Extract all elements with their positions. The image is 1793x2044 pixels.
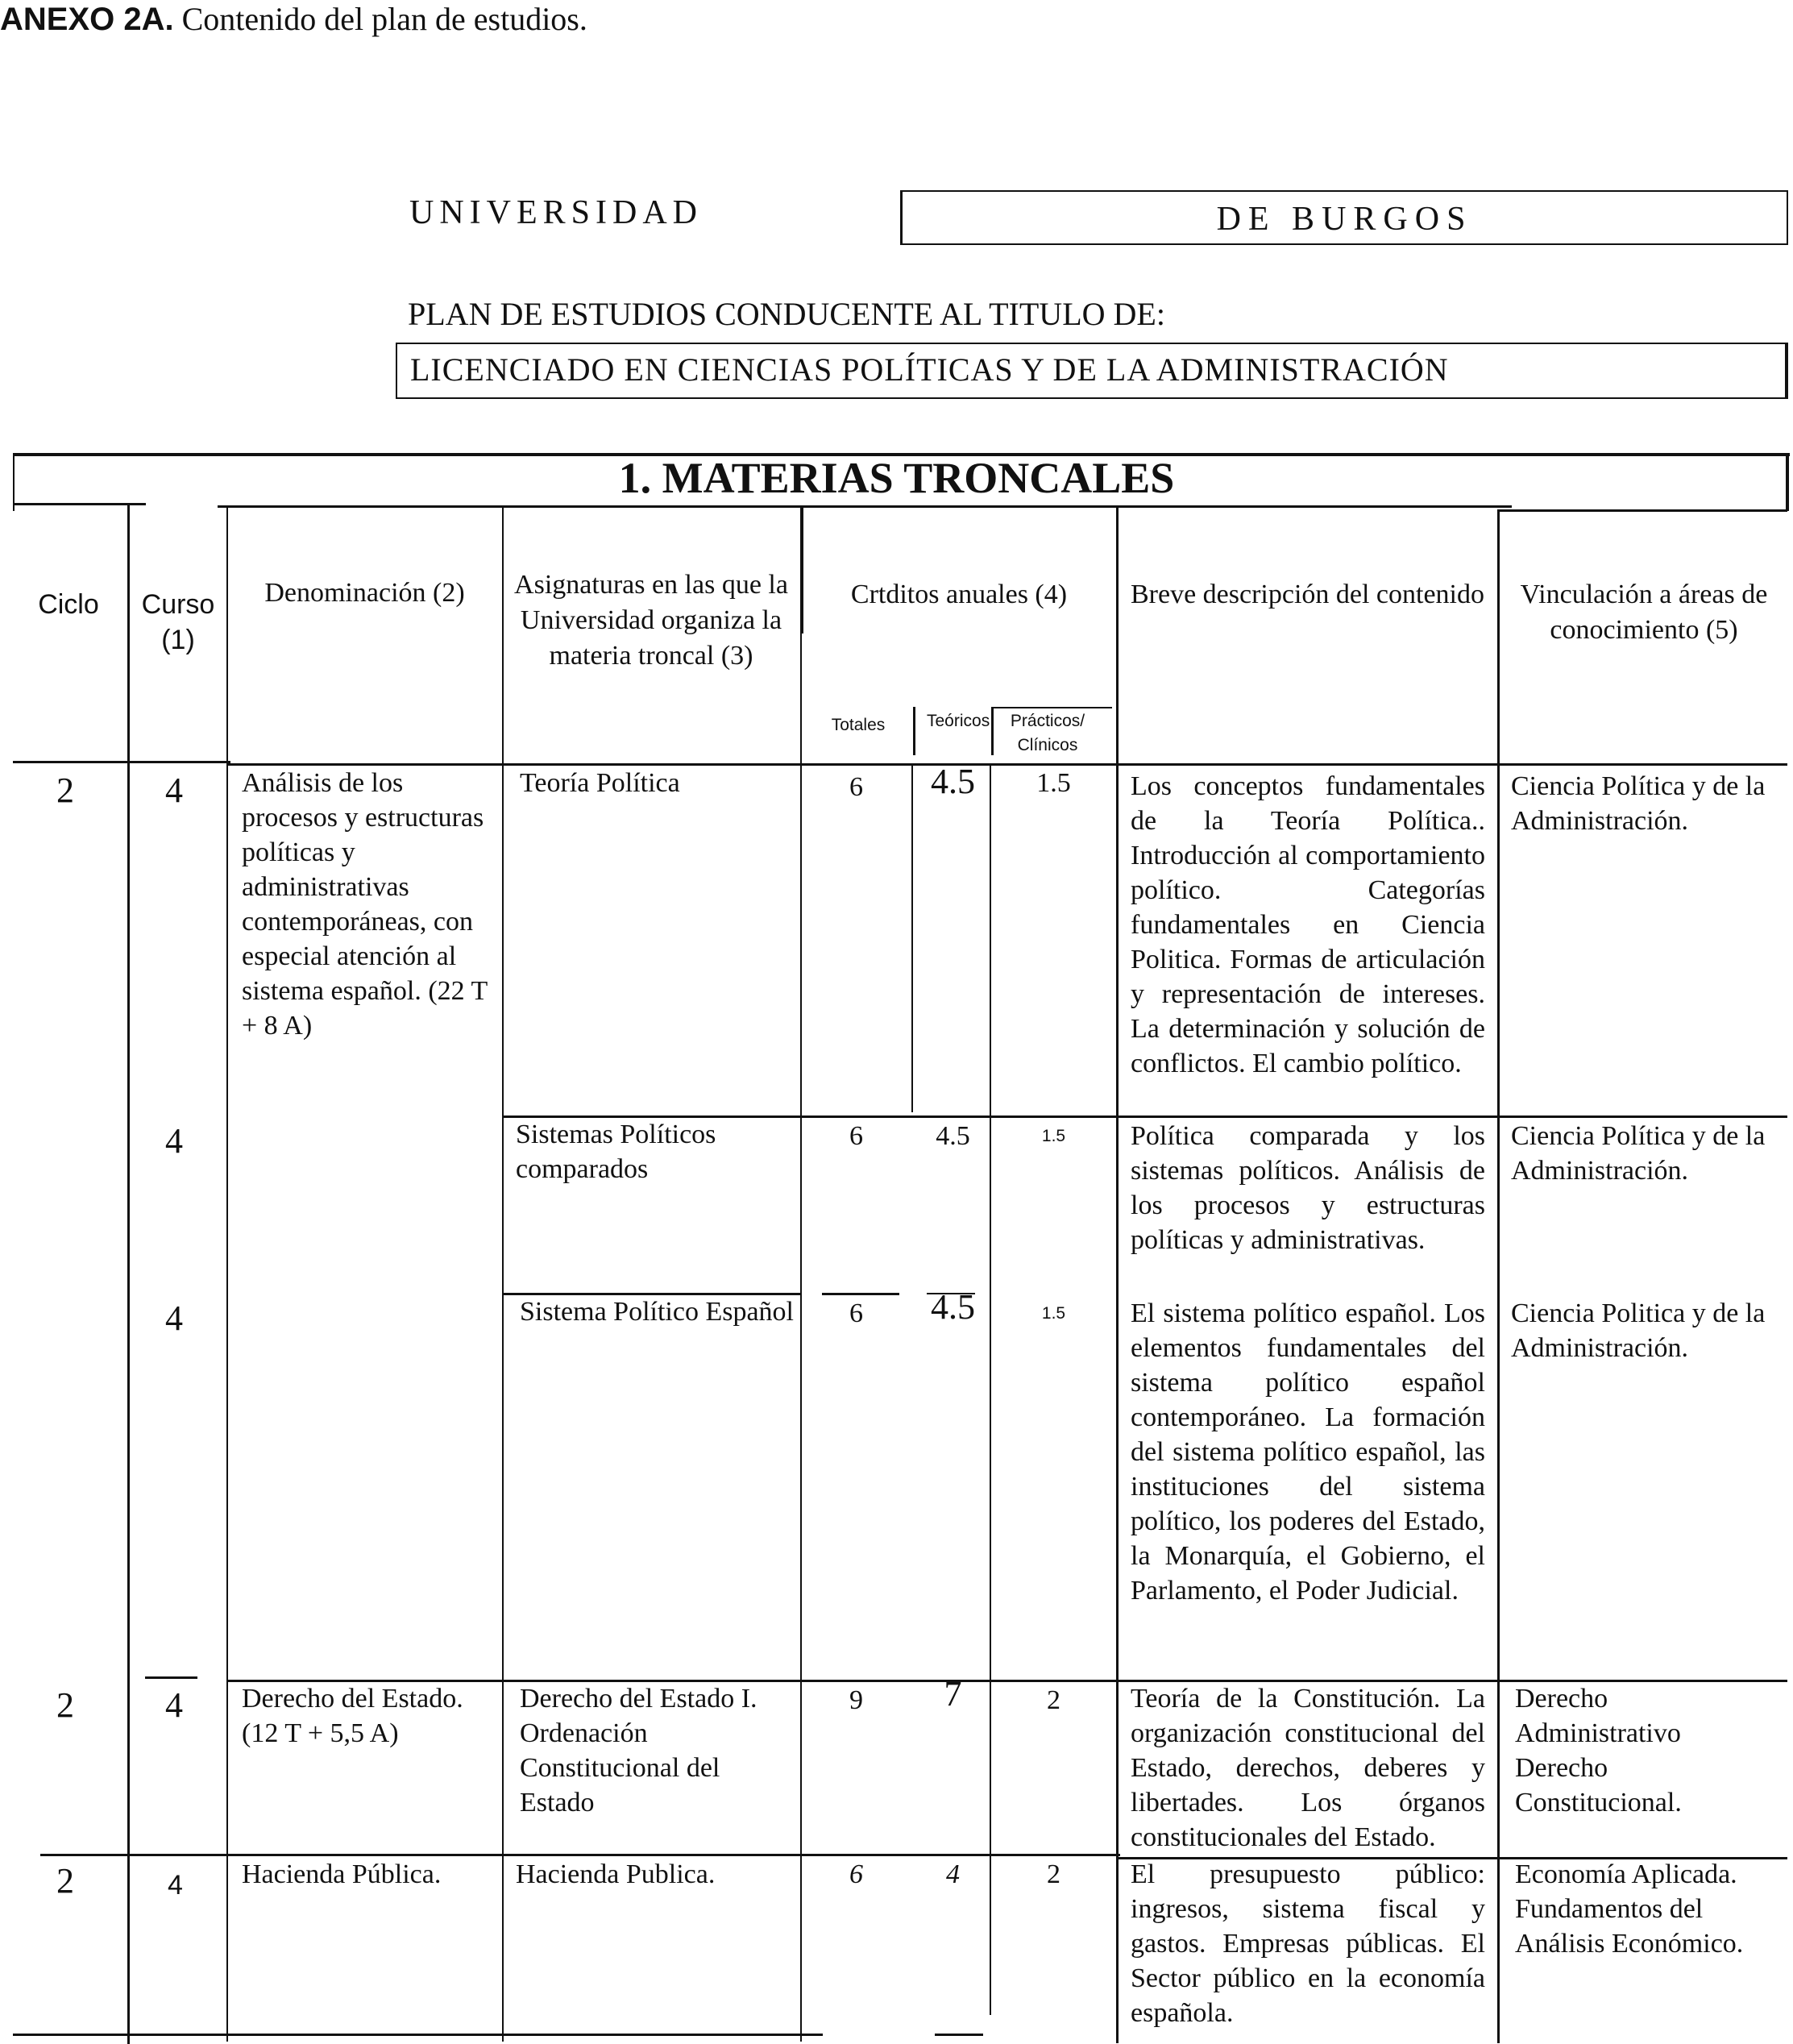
annex-text: Contenido del plan de estudios. bbox=[173, 1, 587, 37]
row2-asignatura: Sistemas Políticos comparados bbox=[516, 1120, 716, 1184]
title-bottom-rule-2 bbox=[218, 505, 1512, 508]
header-creditos: Crtditos anuales (4) bbox=[850, 580, 1068, 609]
row4-asignatura: Derecho del Estado I. Ordenación Constitucional del Estado bbox=[520, 1684, 757, 1818]
row4-ciclo: 2 bbox=[56, 1685, 74, 1725]
university-box bbox=[900, 190, 1788, 245]
row2-vinculacion: Ciencia Política y de la Administración. bbox=[1511, 1121, 1766, 1186]
annex-heading bbox=[0, 0, 587, 38]
row1-totales: 6 bbox=[849, 772, 863, 802]
vinc-top-rule bbox=[1497, 509, 1787, 512]
header-denominacion: Denominación (2) bbox=[264, 578, 465, 608]
row5-teoricos: 4 bbox=[946, 1859, 960, 1889]
row3-totales: 6 bbox=[849, 1298, 863, 1328]
vline-cred-desc bbox=[1116, 508, 1119, 2043]
prac-head-rule bbox=[993, 707, 1112, 708]
header-teoricos: Teóricos bbox=[927, 712, 990, 730]
row5-practicos: 2 bbox=[1047, 1859, 1060, 1889]
row2-curso: 4 bbox=[165, 1121, 183, 1161]
row1-asignatura: Teoría Política bbox=[520, 768, 680, 798]
degree-title: LICENCIADO EN CIENCIAS POLÍTICAS Y DE LA ADMINISTRACIÓN bbox=[410, 351, 1449, 388]
row3-curso: 4 bbox=[165, 1298, 183, 1338]
vline-asig-cred-top bbox=[800, 506, 803, 634]
row4-descripcion: Teoría de la Constitución. La organización constitucional del Estado, derechos, deberes y libertades. Los órganos constitucionales del Estado. bbox=[1131, 1684, 1485, 1852]
section-title: 1. MATERIAS TRONCALES bbox=[618, 454, 1175, 502]
row3-bottom-rule-a bbox=[145, 1676, 197, 1679]
row2-teoricos: 4.5 bbox=[936, 1121, 970, 1151]
annex-label: ANEXO 2A. bbox=[0, 2, 174, 37]
row2-descripcion: Política comparada y los sistemas políticos. Análisis de los procesos y estructuras políticas y administrativas. bbox=[1131, 1121, 1485, 1255]
row3-descripcion: El sistema político español. Los elementos fundamentales del sistema político español contemporáneo. La formación del sistema político español, las instituciones del sistema político, los poderes del Estado, la Monarquía, el Gobierno, el Parlamento, el Poder Judicial. bbox=[1131, 1298, 1485, 1606]
vline-desc-vinc bbox=[1497, 509, 1500, 2043]
row4-teoricos: 7 bbox=[944, 1674, 962, 1714]
row2-bottom-rule-b bbox=[822, 1293, 899, 1295]
row1-denominacion: Análisis de los procesos y estructuras políticas y administrativas contemporáneas, con especial atención al sistema español. (22 T + 8 A) bbox=[242, 768, 488, 1041]
row4-bottom-rule-a bbox=[40, 1854, 1120, 1856]
row5-denominacion: Hacienda Pública. bbox=[242, 1859, 442, 1889]
header-bottom-rule-1 bbox=[13, 761, 230, 763]
row2-practicos: 1.5 bbox=[1041, 1127, 1066, 1145]
vline-teo-prac-head bbox=[991, 707, 994, 755]
table-bottom-rule-b bbox=[935, 2034, 983, 2036]
row1-ciclo: 2 bbox=[56, 771, 74, 810]
vline-teo-prac bbox=[990, 766, 991, 2015]
header-descripcion: Breve descripción del contenido bbox=[1130, 580, 1484, 609]
row5-ciclo: 2 bbox=[56, 1861, 74, 1901]
vline-asig-cred bbox=[800, 634, 802, 2042]
row5-curso: 4 bbox=[168, 1870, 183, 1901]
header-practicos: Prácticos/ Clínicos bbox=[1010, 712, 1085, 754]
row3-vinculacion: Ciencia Politica y de la Administración. bbox=[1511, 1298, 1766, 1363]
degree-box bbox=[396, 343, 1788, 399]
plan-label: PLAN DE ESTUDIOS CONDUCENTE AL TITULO DE: bbox=[408, 296, 1165, 332]
vline-denom-asig bbox=[502, 506, 504, 2042]
vline-ciclo-curso bbox=[127, 505, 130, 2044]
title-bottom-rule-1 bbox=[13, 503, 146, 505]
row1-descripcion: Los conceptos fundamentales de la Teoría Política.. Introducción al comportamiento político. Categorías fundamentales en Ciencia Politica. Formas de articulación y representación de intereses. La determinación y solución de conflictos. El cambio político. bbox=[1131, 771, 1485, 1078]
row3-teoricos: 4.5 bbox=[931, 1287, 975, 1327]
row5-descripcion: El presupuesto público: ingresos, sistema fiscal y gastos. Empresas públicas. El Sector público en la economía española. bbox=[1131, 1859, 1485, 2028]
vline-tot-teo-head bbox=[913, 707, 915, 755]
row4-practicos: 2 bbox=[1047, 1685, 1060, 1715]
row4-totales: 9 bbox=[849, 1685, 863, 1715]
vline-curso-denom bbox=[226, 506, 228, 2042]
header-vinculacion: Vinculación a áreas de conocimiento (5) bbox=[1520, 580, 1768, 645]
vline-tot-teo bbox=[911, 766, 913, 1112]
table-bottom-rule-a bbox=[13, 2034, 823, 2036]
header-asignaturas: Asignaturas en las que la Universidad organiza la materia troncal (3) bbox=[514, 570, 788, 671]
row1-vinculacion: Ciencia Política y de la Administración. bbox=[1511, 771, 1766, 836]
row4-vinculacion: Derecho Administrativo Derecho Constitucional. bbox=[1515, 1684, 1682, 1818]
university-label: UNIVERSIDAD bbox=[409, 194, 703, 231]
row5-asignatura: Hacienda Publica. bbox=[516, 1859, 716, 1889]
row4-curso: 4 bbox=[165, 1685, 183, 1725]
header-ciclo: Ciclo bbox=[38, 589, 99, 620]
row2-totales: 6 bbox=[849, 1121, 863, 1151]
header-curso: Curso (1) bbox=[141, 589, 215, 655]
table-right-edge bbox=[1786, 455, 1789, 511]
row5-totales: 6 bbox=[849, 1859, 863, 1889]
row1-curso: 4 bbox=[165, 771, 183, 810]
row4-denominacion: Derecho del Estado. (12 T + 5,5 A) bbox=[242, 1684, 463, 1748]
university-name: DE BURGOS bbox=[1216, 201, 1473, 238]
row3-asignatura: Sistema Político Español bbox=[520, 1297, 794, 1327]
row3-practicos: 1.5 bbox=[1041, 1304, 1066, 1323]
row1-teoricos: 4.5 bbox=[931, 762, 975, 801]
row5-vinculacion: Economía Aplicada. Fundamentos del Análisis Económico. bbox=[1515, 1859, 1744, 1959]
header-totales: Totales bbox=[831, 716, 886, 734]
row1-practicos: 1.5 bbox=[1036, 768, 1071, 798]
